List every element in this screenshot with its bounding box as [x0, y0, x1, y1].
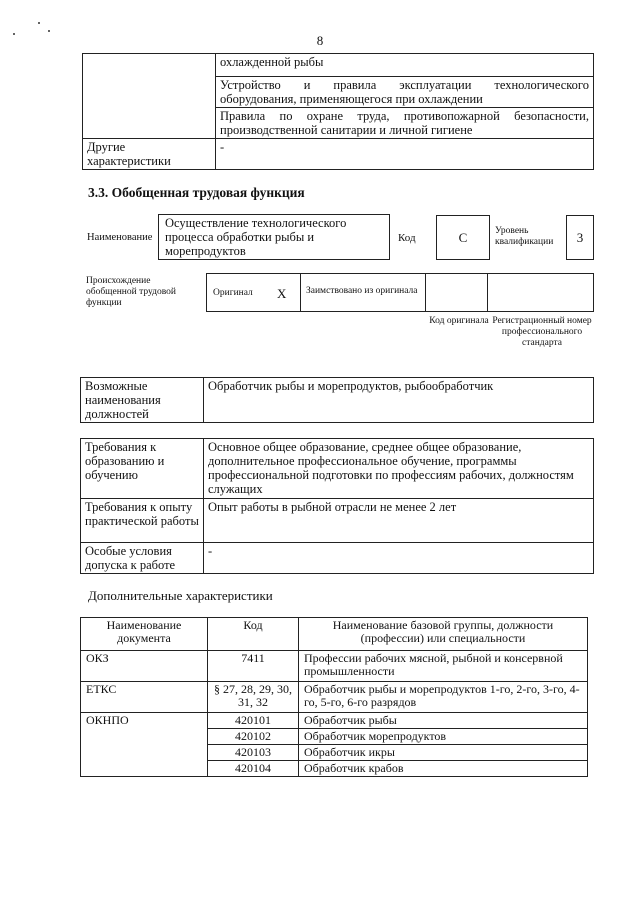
borrowed-label: Заимствовано из оригинала [306, 286, 418, 296]
positions-table [80, 377, 594, 423]
top-table-row: Правила по охране труда, противопожарной безопасности, производственной санитарии и личной гигиене [216, 108, 594, 139]
original-cell [207, 274, 301, 311]
original-label: Оригинал [213, 288, 253, 298]
page-number: 8 [316, 33, 324, 48]
other-characteristics-label: Другие характеристики [83, 139, 216, 170]
okpdtr-code: 420104 [208, 761, 299, 777]
okpdtr-code: 420101 [208, 713, 299, 729]
okz-document: ОКЗ [81, 651, 208, 682]
okpdtr-document: ОКНПО [81, 713, 208, 777]
positions-label: Возможные наименования должностей [81, 378, 204, 423]
code-original-caption: Код оригинала [429, 316, 489, 326]
top-table-row: Устройство и правила эксплуатации технологического оборудования, применяющегося при охлаждении [216, 77, 594, 108]
etks-document: ЕТКС [81, 682, 208, 713]
additional-heading: Дополнительные характеристики [88, 588, 273, 603]
qualification-level-box: 3 [566, 215, 594, 260]
etks-name: Обработчик рыбы и морепродуктов 1-го, 2-го, 3-го, 4-го, 5-го, 6-го разрядов [299, 682, 588, 713]
origin-label: Происхождение обобщенной трудовой функции [86, 276, 176, 308]
okpdtr-code: 420102 [208, 729, 299, 745]
code-label: Код [398, 232, 416, 244]
other-characteristics-value: - [216, 139, 594, 170]
header-group-name: Наименование базовой группы, должности (профессии) или специальности [299, 618, 588, 651]
borrowed-cell [301, 274, 426, 311]
scan-speck [38, 22, 40, 24]
function-name-box: Осуществление технологического процесса обработки рыбы и морепродуктов [158, 214, 390, 260]
name-label: Наименование [87, 232, 153, 243]
reg-number-caption: Регистрационный номер профессионального стандарта [492, 316, 592, 348]
code-original-cell [426, 274, 488, 311]
function-code-box: С [436, 215, 490, 260]
experience-requirements-value: Опыт работы в рыбной отрасли не менее 2 лет [204, 499, 594, 543]
okz-code: 7411 [208, 651, 299, 682]
experience-requirements-label: Требования к опыту практической работы [81, 499, 204, 543]
okpdtr-name: Обработчик крабов [299, 761, 588, 777]
origin-table [206, 273, 594, 312]
top-table-row: охлажденной рыбы [216, 54, 594, 77]
additional-table [80, 617, 588, 777]
header-code: Код [208, 618, 299, 651]
okpdtr-name: Обработчик икры [299, 745, 588, 761]
okpdtr-code: 420103 [208, 745, 299, 761]
section-heading: 3.3. Обобщенная трудовая функция [88, 185, 305, 200]
education-requirements-value: Основное общее образование, среднее общее образование, дополнительное профессиональное обучение, программы профессиональной подготовки по профессиям рабочих, должностям служащих [204, 439, 594, 499]
requirements-table [80, 438, 594, 574]
scan-speck [48, 30, 50, 32]
okz-name: Профессии рабочих мясной, рыбной и консервной промышленности [299, 651, 588, 682]
etks-code: § 27, 28, 29, 30, 31, 32 [208, 682, 299, 713]
okpdtr-name: Обработчик рыбы [299, 713, 588, 729]
positions-value: Обработчик рыбы и морепродуктов, рыбообработчик [204, 378, 594, 423]
top-table [82, 53, 594, 170]
top-table-empty-cell [83, 54, 216, 139]
education-requirements-label: Требования к образованию и обучению [81, 439, 204, 499]
okpdtr-name: Обработчик морепродуктов [299, 729, 588, 745]
level-label: Уровень квалификации [495, 226, 554, 247]
header-document: Наименование документа [81, 618, 208, 651]
special-conditions-label: Особые условия допуска к работе [81, 543, 204, 574]
original-mark: Х [277, 286, 287, 301]
special-conditions-value: - [204, 543, 594, 574]
